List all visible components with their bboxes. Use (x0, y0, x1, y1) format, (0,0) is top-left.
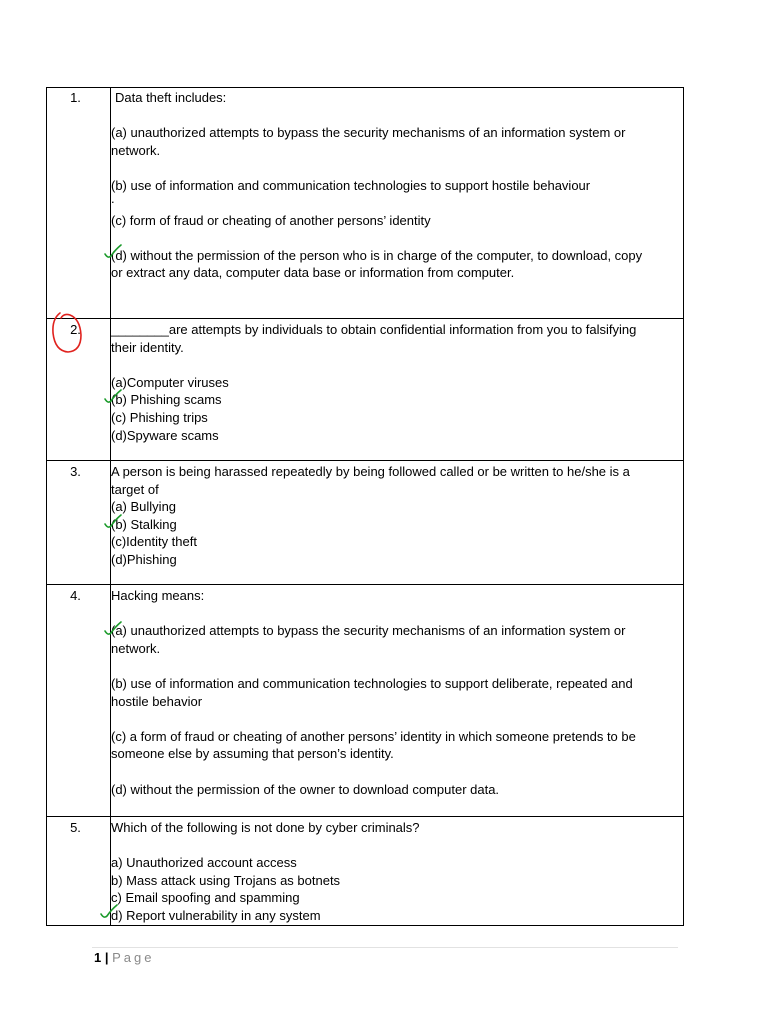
question-prompt: A person is being harassed repeatedly by being followed called or be written to he/she is a (111, 464, 630, 479)
option-line: a) Unauthorized account access (111, 855, 297, 871)
question-number: 5. (47, 817, 111, 926)
option-line: d) Report vulnerability in any system (111, 907, 321, 923)
page-footer (94, 950, 154, 965)
question-prompt: Hacking means: (111, 588, 205, 603)
option-line: (a) unauthorized attempts to bypass the security mechanisms of an information system or (111, 623, 626, 639)
option-line: (d) without the permission of the person who is in charge of the computer, to download, copy (111, 247, 643, 263)
option-line: hostile behavior (111, 693, 203, 709)
question-number: 2. (47, 319, 111, 461)
option-line: (d)Phishing (111, 551, 177, 567)
question-body (111, 461, 684, 585)
option-line: (c) a form of fraud or cheating of another persons’ identity in which someone pretends to be (111, 728, 636, 744)
question-prompt: ________are attempts by individuals to obtain confidential information from you to falsifying (111, 322, 637, 337)
page-number: 1 (94, 950, 102, 965)
question-number: 1. (47, 88, 111, 319)
option-line: (c) Phishing trips (111, 409, 208, 425)
question-prompt: Data theft includes: (115, 90, 227, 105)
option-line: (a)Computer viruses (111, 374, 229, 390)
option-line: (b) use of information and communication technologies to support hostile behaviour (111, 177, 591, 193)
question-body (111, 817, 684, 926)
option-line: someone else by assuming that person’s identity. (111, 746, 394, 762)
option-line: c) Email spoofing and spamming (111, 890, 300, 906)
question-body (111, 88, 684, 319)
question-row-1 (47, 88, 684, 319)
option-line: (c) form of fraud or cheating of another persons’ identity (111, 212, 431, 228)
question-table (46, 87, 684, 926)
option-line: (a) Bullying (111, 499, 177, 515)
footer-separator: | (101, 950, 113, 965)
option-line: b) Mass attack using Trojans as botnets (111, 872, 341, 888)
footer-divider (92, 947, 678, 948)
option-line: (c)Identity theft (111, 534, 197, 550)
page-label: Page (112, 950, 155, 965)
option-line: (d) without the permission of the owner to download computer data. (111, 781, 500, 797)
circle-annotation-icon (50, 309, 84, 355)
question-row-4 (47, 585, 684, 817)
option-line: (b) Stalking (111, 516, 177, 532)
question-number: 3. (47, 461, 111, 585)
option-line: . (111, 190, 115, 206)
question-body (111, 319, 684, 461)
option-line: network. (111, 142, 161, 158)
option-line: (b) use of information and communication technologies to support deliberate, repeated and (111, 675, 633, 691)
option-line: (d)Spyware scams (111, 427, 219, 443)
question-prompt: target of (111, 481, 159, 497)
question-row-5 (47, 817, 684, 926)
option-line: or extract any data, computer data base or information from computer. (111, 265, 515, 281)
question-row-2 (47, 319, 684, 461)
option-line: (b) Phishing scams (111, 392, 222, 408)
question-prompt: their identity. (111, 339, 184, 355)
question-row-3 (47, 461, 684, 585)
question-body (111, 585, 684, 817)
option-line: network. (111, 640, 161, 656)
option-line: (a) unauthorized attempts to bypass the security mechanisms of an information system or (111, 125, 626, 141)
question-prompt: Which of the following is not done by cyber criminals? (111, 820, 420, 835)
question-number: 4. (47, 585, 111, 817)
